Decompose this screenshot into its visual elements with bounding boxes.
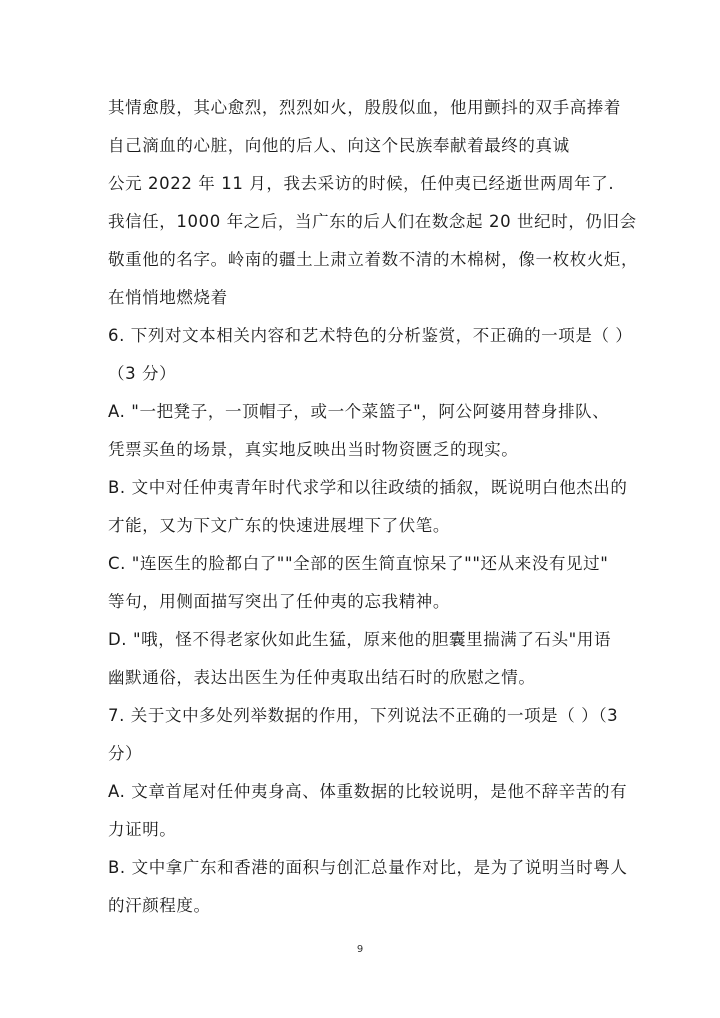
text-line: 敬重他的名字。岭南的疆土上肃立着数不清的木棉树，像一枚枚火炬， bbox=[108, 250, 639, 269]
option-b-line: 的汗颜程度。 bbox=[108, 896, 211, 915]
question-6-stem: 6. 下列对文本相关内容和艺术特色的分析鉴赏，不正确的一项是（ ） bbox=[108, 326, 633, 345]
text-line: 其情愈殷，其心愈烈，烈烈如火，殷殷似血，他用颤抖的双手高捧着 bbox=[108, 98, 621, 117]
question-7-score: 分） bbox=[108, 744, 143, 763]
option-d-line: 幽默通俗，表达出医生为任仲夷取出结石时的欣慰之情。 bbox=[108, 668, 536, 687]
option-a-line: 力证明。 bbox=[108, 820, 177, 839]
option-a-line: A. 文章首尾对任仲夷身高、体重数据的比较说明，是他不辞辛苦的有 bbox=[108, 782, 628, 801]
text-line: 公元 2022 年 11 月，我去采访的时候，任仲夷已经逝世两周年了. bbox=[108, 174, 615, 193]
option-c-line: C. "连医生的脸都白了""全部的医生简直惊呆了""还从来没有见过" bbox=[108, 554, 609, 573]
question-6-score: （3 分） bbox=[108, 364, 177, 383]
option-d-line: D. "哦，怪不得老家伙如此生猛，原来他的胆囊里揣满了石头"用语 bbox=[108, 630, 612, 649]
text-line: 在悄悄地燃烧着 bbox=[108, 288, 228, 307]
text-line: 自己滴血的心脏，向他的后人、向这个民族奉献着最终的真诚 bbox=[108, 136, 570, 155]
option-b-line: B. 文中拿广东和香港的面积与创汇总量作对比，是为了说明当时粤人 bbox=[108, 858, 628, 877]
option-c-line: 等句，用侧面描写突出了任仲夷的忘我精神。 bbox=[108, 592, 450, 611]
question-7-stem: 7. 关于文中多处列举数据的作用，下列说法不正确的一项是（ ）（3 bbox=[108, 706, 619, 725]
option-a-line: 凭票买鱼的场景，真实地反映出当时物资匮乏的现实。 bbox=[108, 440, 519, 459]
option-a-line: A. "一把凳子，一顶帽子，或一个菜篮子"，阿公阿婆用替身排队、 bbox=[108, 402, 610, 421]
option-b-line: 才能，又为下文广东的快速进展埋下了伏笔。 bbox=[108, 516, 450, 535]
page-number: 9 bbox=[356, 944, 364, 955]
text-line: 我信任，1000 年之后，当广东的后人们在数念起 20 世纪时，仍旧会 bbox=[108, 212, 637, 231]
option-b-line: B. 文中对任仲夷青年时代求学和以往政绩的插叙，既说明白他杰出的 bbox=[108, 478, 628, 497]
